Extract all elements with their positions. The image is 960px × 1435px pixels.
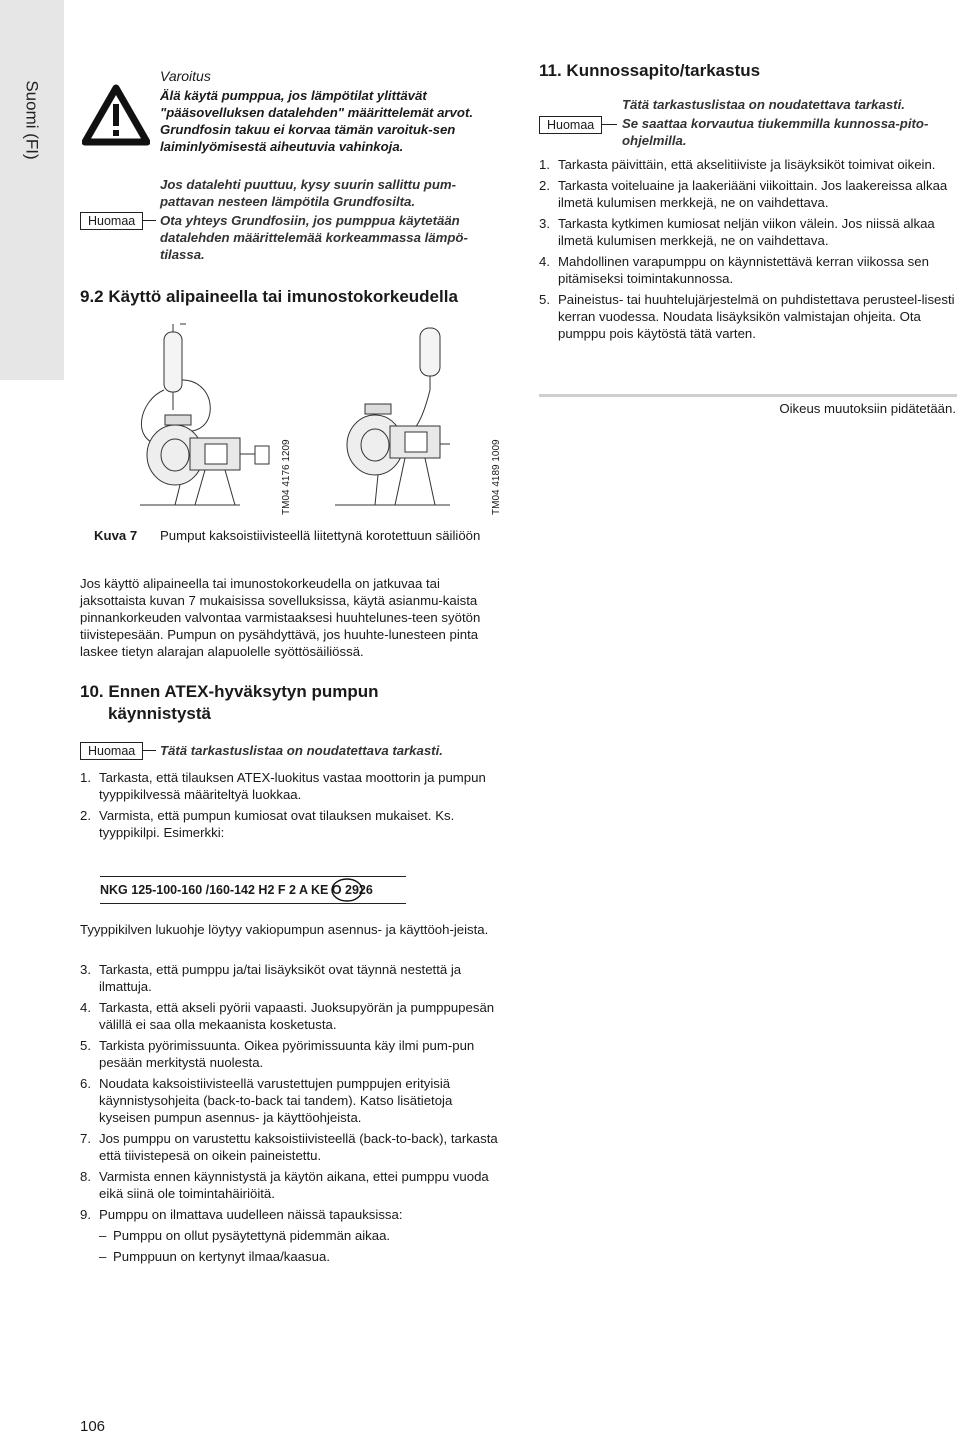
language-label: Suomi (FI) xyxy=(22,80,42,160)
section-11-note-badge-wrap xyxy=(539,116,602,134)
section-10-steps-b xyxy=(80,961,505,1269)
dash-item: – Pumppu on ollut pysäytettynä pidemmän aikaa. xyxy=(99,1227,505,1244)
warning-block xyxy=(160,68,500,155)
warning-text: Älä käytä pumppua, jos lämpötilat ylittävät "pääsovelluksen datalehden" määrittelemät arvot. Grundfosin takuu ei korvaa tämän varoituk-sen laiminlyömisestä aiheutuvia vahinkoja. xyxy=(160,88,474,154)
warning-title: Varoitus xyxy=(160,68,211,84)
list-item: 1. Tarkasta, että tilauksen ATEX-luokitus vastaa moottorin ja pumpun tyyppikilvessä määriteltyä luokkaa. xyxy=(80,770,486,802)
list-item: 4. Tarkasta, että akseli pyörii vapaasti. Juoksupyörän ja pumppupesän välillä ei saa olla mekaanista kosketusta. xyxy=(80,1000,495,1032)
section-10-steps-a xyxy=(80,769,505,845)
list-item: 2. Varmista, että pumpun kumiosat ovat tilauksen mukaiset. Ks. tyyppikilpi. Esimerkki: xyxy=(80,808,455,840)
section-11-note-line1: Tätä tarkastuslistaa on noudatettava tarkasti. xyxy=(622,97,905,112)
section-11-note-line2: Se saattaa korvautua tiukemmilla kunnossa-pito-ohjelmilla. xyxy=(622,116,929,148)
section-10-heading-line2: käynnistystä xyxy=(108,704,211,723)
pump-drawing-left xyxy=(140,324,269,505)
section-11-steps xyxy=(539,156,957,346)
footer-divider xyxy=(539,394,957,397)
figure-ref-left: TM04 4176 1209 xyxy=(281,439,292,515)
section-10-note-text: Tätä tarkastuslistaa on noudatettava tarkasti. xyxy=(160,743,443,758)
list-item: 5. Tarkista pyörimissuunta. Oikea pyörimissuunta käy ilmi pum-pun pesään merkitystä nuolesta. xyxy=(80,1038,475,1070)
pump-diagram-figure xyxy=(120,320,520,520)
section-11-heading: 11. Kunnossapito/tarkastus xyxy=(539,61,761,80)
type-plate-example xyxy=(80,876,406,904)
list-item: 3. Tarkasta, että pumppu ja/tai lisäyksiköt ovat täynnä nestettä ja ilmattuja. xyxy=(80,962,462,994)
list-item: 6. Noudata kaksoistiivisteellä varustettujen pumppujen erityisiä käynnistysohjeita (back-to-back tai tandem). Katso lisätietoja kyseisen pumpun asennus- ja käyttöohjeista. xyxy=(80,1076,453,1125)
section-10-note-badge-wrap xyxy=(80,742,143,760)
figure-caption-label: Kuva 7 xyxy=(94,528,138,543)
list-item: 5. Paineistus- tai huuhtelujärjestelmä on puhdistettava perusteel-lisesti kerran vuodessa. Noudata lisäyksikön valmistajan ohjeita. Ota pumppu pois käytöstä tätä varten. xyxy=(539,292,955,341)
section-11-note-badge: Huomaa xyxy=(539,116,602,134)
section-10-heading-line1: 10. Ennen ATEX-hyväksytyn pumpun xyxy=(80,682,379,701)
footer-note: Oikeus muutoksiin pidätetään. xyxy=(779,401,956,416)
section-9-2-paragraph: Jos käyttö alipaineella tai imunostokorkeudella on jatkuvaa tai jaksottaista kuvan 7 mukaisissa sovelluksissa, käytä asianmu-kaista pinnankorkeuden valvontaa varmistaaksesi huuhtelunes-teen syötön tiivistepesään. Pumpun on pysähdyttävä, jos huuhte-lunesteen pinta laskee tietyn alarajan alapuolelle syöttösäiliössä. xyxy=(80,576,481,659)
type-plate-code: NKG 125-100-160 /160-142 H2 F 2 A KE O 2926 xyxy=(100,883,373,897)
figure-ref-right: TM04 4189 1009 xyxy=(491,439,502,515)
list-item: 9. Pumppu on ilmattava uudelleen näissä tapauksissa: xyxy=(80,1207,403,1222)
note1-badge: Huomaa xyxy=(80,212,143,230)
section-9-2-heading: 9.2 Käyttö alipaineella tai imunostokorkeudella xyxy=(80,287,458,306)
section-10-note-badge: Huomaa xyxy=(80,742,143,760)
warning-triangle-icon xyxy=(82,84,150,146)
section-10-heading xyxy=(80,681,379,725)
language-side-tab xyxy=(0,0,64,380)
page-number: 106 xyxy=(80,1418,106,1435)
list-item: 1. Tarkasta päivittäin, että akselitiiviste ja lisäyksiköt toimivat oikein. xyxy=(539,157,936,172)
pump-drawing-right xyxy=(335,328,450,505)
note1-line1: Jos datalehti puuttuu, kysy suurin sallittu pum-pattavan nesteen lämpötila Grundfosilta. xyxy=(160,177,457,209)
list-item: 8. Varmista ennen käynnistystä ja käytön aikana, ettei pumppu vuoda eikä siinä ole toimintahäiriöitä. xyxy=(80,1169,489,1201)
list-item: 3. Tarkasta kytkimen kumiosat neljän viikon välein. Jos niissä alkaa ilmetä kulumisen merkkejä, ne on vaihdettava. xyxy=(539,216,935,248)
note1-line2: Ota yhteys Grundfosiin, jos pumppua käytetään datalehden määrittelemää korkeammassa lämpö-tilassa. xyxy=(160,213,468,262)
figure-caption-text: Pumput kaksoistiivisteellä liitettynä korotettuun säiliöön xyxy=(160,528,481,543)
highlight-circle xyxy=(330,877,364,903)
note1-badge-wrap xyxy=(80,212,143,230)
type-plate-note: Tyyppikilven lukuohje löytyy vakiopumpun asennus- ja käyttöoh-jeista. xyxy=(80,922,489,937)
list-item: 7. Jos pumppu on varustettu kaksoistiivisteellä (back-to-back), tarkasta että tiivistepesä on oikein paineistettu. xyxy=(80,1131,498,1163)
dash-item: – Pumppuun on kertynyt ilmaa/kaasua. xyxy=(99,1248,505,1265)
list-item: 2. Tarkasta voiteluaine ja laakeriääni viikoittain. Jos laakereissa alkaa ilmetä kulumisen merkkejä, ne on vaihdettava. xyxy=(539,178,948,210)
list-item: 4. Mahdollinen varapumppu on käynnistettävä kerran viikossa sen pitämiseksi toimintakunnossa. xyxy=(539,254,929,286)
